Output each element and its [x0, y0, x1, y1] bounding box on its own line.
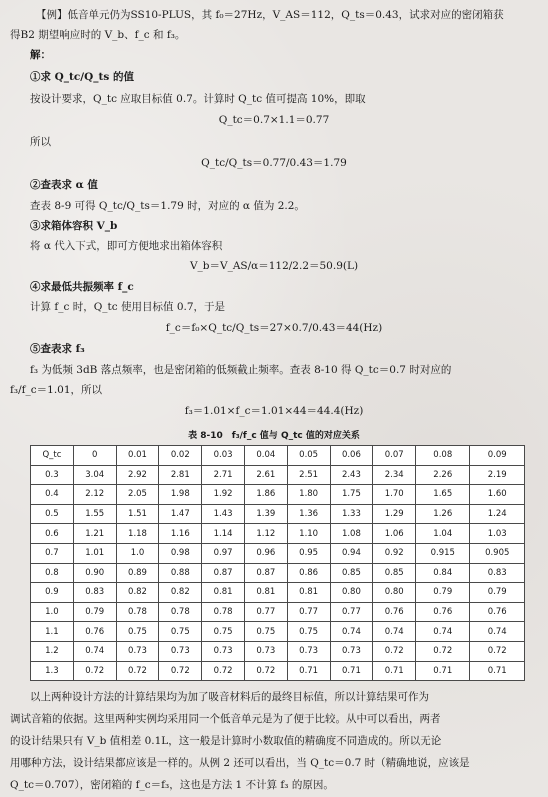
table-cell: 0.94 — [330, 543, 373, 563]
table-cell: 0.87 — [244, 563, 287, 583]
table-cell: 0.80 — [330, 583, 373, 603]
table-cell: 0.89 — [116, 563, 159, 583]
conclusion-line1: 以上两种设计方法的计算结果均为加了吸音材料后的最终目标值，所以计算结果可作为 — [30, 691, 429, 703]
table-row-label: 1.3 — [31, 661, 74, 681]
table-caption: 表 8-10 f₃/f_c 值与 Q_tc 值的对应关系 — [188, 431, 360, 441]
table-cell: 2.12 — [73, 485, 116, 505]
table-row-label: 0.3 — [31, 465, 74, 485]
table-cell: 0.81 — [202, 583, 245, 603]
table-cell: 0.85 — [373, 563, 416, 583]
table-cell: 0.97 — [202, 543, 245, 563]
step-5-heading: ⑤查表求 f₃ — [30, 343, 85, 355]
table-cell: 0.90 — [73, 563, 116, 583]
table-cell: 2.71 — [202, 465, 245, 485]
table-cell: 0.81 — [287, 583, 330, 603]
table-header-cell: 0 — [73, 446, 116, 466]
step-2-heading: ②查表求 α 值 — [30, 179, 98, 191]
table-cell: 0.915 — [416, 543, 470, 563]
example-question-line2: 得B2 期望响应时的 V_b、f_c 和 f₃。 — [10, 29, 186, 41]
table-cell: 1.01 — [73, 543, 116, 563]
table-cell: 1.06 — [373, 524, 416, 544]
table-row — [31, 543, 525, 563]
step-4-text: 计算 f_c 时，Q_tc 使用目标值 0.7，于是 — [30, 301, 226, 313]
table-header-cell: 0.06 — [330, 446, 373, 466]
table-cell: 0.76 — [416, 602, 470, 622]
table-cell: 0.86 — [287, 563, 330, 583]
equation-fc: f_c＝f₀×Q_tc/Q_ts＝27×0.7/0.43＝44(Hz) — [165, 322, 383, 334]
conclusion-line2: 调试音箱的依据。这里两种实例均采用同一个低音单元是为了便于比较。从中可以看出，两者 — [10, 713, 441, 725]
step-3-heading: ③求箱体容积 V_b — [30, 220, 118, 232]
table-cell: 0.79 — [73, 602, 116, 622]
solution-label: 解： — [30, 49, 51, 61]
table-cell: 0.95 — [287, 543, 330, 563]
table-cell: 0.75 — [244, 622, 287, 642]
table-header-cell: 0.04 — [244, 446, 287, 466]
table-cell: 0.75 — [159, 622, 202, 642]
table-cell: 1.10 — [287, 524, 330, 544]
table-row — [31, 563, 525, 583]
table-header-cell: 0.01 — [116, 446, 159, 466]
table-cell: 0.77 — [330, 602, 373, 622]
table-cell: 0.71 — [373, 661, 416, 681]
table-row — [31, 583, 525, 603]
table-cell: 2.81 — [159, 465, 202, 485]
table-cell: 2.05 — [116, 485, 159, 505]
table-cell: 0.83 — [73, 583, 116, 603]
table-cell: 1.55 — [73, 504, 116, 524]
table-cell: 0.73 — [330, 641, 373, 661]
table-cell: 1.04 — [416, 524, 470, 544]
example-heading: 【例】低音单元仍为SS10-PLUS，其 f₀＝27Hz，V_AS＝112，Q_ts＝0.43，试求对应的密闭箱获 — [36, 9, 504, 21]
table-header-cell: Q_tc — [31, 446, 74, 466]
table-cell: 0.84 — [416, 563, 470, 583]
table-cell: 0.75 — [202, 622, 245, 642]
table-cell: 2.92 — [116, 465, 159, 485]
table-cell: 3.04 — [73, 465, 116, 485]
table-row-label: 1.0 — [31, 602, 74, 622]
table-row-label: 0.4 — [31, 485, 74, 505]
table-cell: 0.78 — [116, 602, 159, 622]
table-cell: 0.98 — [159, 543, 202, 563]
table-cell: 0.74 — [470, 622, 525, 642]
table-cell: 2.34 — [373, 465, 416, 485]
table-row — [31, 465, 525, 485]
table-cell: 0.78 — [159, 602, 202, 622]
table-row — [31, 524, 525, 544]
table-cell: 0.76 — [373, 602, 416, 622]
table-cell: 1.36 — [287, 504, 330, 524]
table-row-label: 0.8 — [31, 563, 74, 583]
table-row-label: 0.6 — [31, 524, 74, 544]
table-cell: 0.72 — [373, 641, 416, 661]
table-cell: 0.905 — [470, 543, 525, 563]
table-cell: 0.78 — [202, 602, 245, 622]
step-5-text-line2: f₃/f_c＝1.01，所以 — [10, 384, 103, 396]
table-cell: 1.21 — [73, 524, 116, 544]
table-row — [31, 485, 525, 505]
table-cell: 0.74 — [416, 622, 470, 642]
table-cell: 0.72 — [159, 661, 202, 681]
table-cell: 0.75 — [116, 622, 159, 642]
step-1-heading: ①求 Q_tc/Q_ts 的值 — [30, 71, 134, 83]
table-cell: 0.72 — [470, 641, 525, 661]
table-row — [31, 661, 525, 681]
table-cell: 1.70 — [373, 485, 416, 505]
table-cell: 0.81 — [244, 583, 287, 603]
table-cell: 1.29 — [373, 504, 416, 524]
table-cell: 1.60 — [470, 485, 525, 505]
table-cell: 0.75 — [287, 622, 330, 642]
table-cell: 0.72 — [73, 661, 116, 681]
table-cell: 0.76 — [470, 602, 525, 622]
equation-vb: V_b＝V_AS/α＝112/2.2＝50.9(L) — [189, 260, 359, 272]
table-cell: 0.92 — [373, 543, 416, 563]
table-cell: 0.73 — [202, 641, 245, 661]
equation-ratio: Q_tc/Q_ts＝0.77/0.43＝1.79 — [201, 157, 347, 169]
conclusion-line5: Q_tc＝0.707），密闭箱的 f_c＝f₃，这也是方法 1 不计算 f₃ 的原因。 — [10, 779, 334, 791]
table-cell: 0.72 — [116, 661, 159, 681]
table-cell: 0.73 — [287, 641, 330, 661]
table-cell: 0.77 — [244, 602, 287, 622]
table-cell: 0.74 — [373, 622, 416, 642]
table-cell: 0.74 — [330, 622, 373, 642]
table-cell: 1.12 — [244, 524, 287, 544]
table-cell: 0.87 — [202, 563, 245, 583]
table-cell: 0.71 — [470, 661, 525, 681]
table-row-label: 0.9 — [31, 583, 74, 603]
table-header-cell: 0.08 — [416, 446, 470, 466]
table-cell: 1.39 — [244, 504, 287, 524]
table-cell: 1.86 — [244, 485, 287, 505]
table-cell: 0.83 — [470, 563, 525, 583]
table-cell: 0.72 — [416, 641, 470, 661]
table-cell: 1.43 — [202, 504, 245, 524]
table-cell: 0.88 — [159, 563, 202, 583]
table-header-cell: 0.09 — [470, 446, 525, 466]
table-row-label: 1.2 — [31, 641, 74, 661]
table-cell: 1.03 — [470, 524, 525, 544]
table-cell: 1.92 — [202, 485, 245, 505]
table-cell: 0.71 — [287, 661, 330, 681]
table-header-cell: 0.05 — [287, 446, 330, 466]
table-cell: 0.73 — [244, 641, 287, 661]
table-cell: 0.85 — [330, 563, 373, 583]
table-header-cell: 0.02 — [159, 446, 202, 466]
table-cell: 2.51 — [287, 465, 330, 485]
table-header-row — [31, 446, 525, 466]
step-3-text: 将 α 代入下式，即可方便地求出箱体容积 — [30, 240, 223, 252]
step-1-text: 按设计要求，Q_tc 应取目标值 0.7。计算时 Q_tc 值可提高 10%，即取 — [30, 93, 366, 105]
conclusion-line3: 的设计结果只有 V_b 值相差 0.1L，这一般是计算时小数取值的精确度不同造成的。所以无论 — [10, 735, 442, 747]
equation-f3: f₃＝1.01×f_c＝1.01×44＝44.4(Hz) — [184, 405, 364, 417]
table-row-label: 0.5 — [31, 504, 74, 524]
equation-qtc: Q_tc＝0.7×1.1＝0.77 — [218, 114, 330, 126]
table-cell: 2.61 — [244, 465, 287, 485]
table-cell: 1.47 — [159, 504, 202, 524]
step-2-text: 查表 8-9 可得 Q_tc/Q_ts＝1.79 时，对应的 α 值为 2.2。 — [30, 200, 305, 212]
table-cell: 0.96 — [244, 543, 287, 563]
table-cell: 1.65 — [416, 485, 470, 505]
conclusion-line4: 用哪种方法，设计结果都应该是一样的。从例 2 还可以看出，当 Q_tc＝0.7 时（精确地说，应该是 — [10, 757, 470, 769]
table-cell: 1.98 — [159, 485, 202, 505]
table-cell: 0.80 — [373, 583, 416, 603]
table-cell: 0.71 — [416, 661, 470, 681]
step-4-heading: ④求最低共振频率 f_c — [30, 281, 134, 293]
table-cell: 1.75 — [330, 485, 373, 505]
table-cell: 1.80 — [287, 485, 330, 505]
table-row — [31, 641, 525, 661]
table-row — [31, 622, 525, 642]
table-cell: 1.51 — [116, 504, 159, 524]
table-header-cell: 0.07 — [373, 446, 416, 466]
table-cell: 0.79 — [416, 583, 470, 603]
table-cell: 2.26 — [416, 465, 470, 485]
table-row — [31, 504, 525, 524]
table-cell: 0.73 — [116, 641, 159, 661]
table-cell: 0.73 — [159, 641, 202, 661]
table-cell: 1.18 — [116, 524, 159, 544]
table-row — [31, 602, 525, 622]
table-cell: 1.24 — [470, 504, 525, 524]
f3-fc-ratio-table — [30, 445, 525, 681]
table-cell: 2.43 — [330, 465, 373, 485]
table-cell: 0.72 — [244, 661, 287, 681]
table-cell: 0.72 — [202, 661, 245, 681]
table-cell: 1.0 — [116, 543, 159, 563]
step-5-text: f₃ 为低频 3dB 落点频率，也是密闭箱的低频截止频率。查表 8-10 得 Q_tc＝0.7 时对应的 — [30, 364, 452, 376]
table-header-cell: 0.03 — [202, 446, 245, 466]
table-cell: 0.79 — [470, 583, 525, 603]
table-cell: 0.71 — [330, 661, 373, 681]
table-cell: 0.76 — [73, 622, 116, 642]
table-cell: 0.74 — [73, 641, 116, 661]
so-label: 所以 — [30, 136, 51, 148]
table-cell: 1.08 — [330, 524, 373, 544]
table-cell: 1.33 — [330, 504, 373, 524]
table-cell: 0.82 — [159, 583, 202, 603]
table-row-label: 1.1 — [31, 622, 74, 642]
table-cell: 0.82 — [116, 583, 159, 603]
table-cell: 1.26 — [416, 504, 470, 524]
table-cell: 1.16 — [159, 524, 202, 544]
table-cell: 1.14 — [202, 524, 245, 544]
table-cell: 2.19 — [470, 465, 525, 485]
table-row-label: 0.7 — [31, 543, 74, 563]
table-cell: 0.77 — [287, 602, 330, 622]
